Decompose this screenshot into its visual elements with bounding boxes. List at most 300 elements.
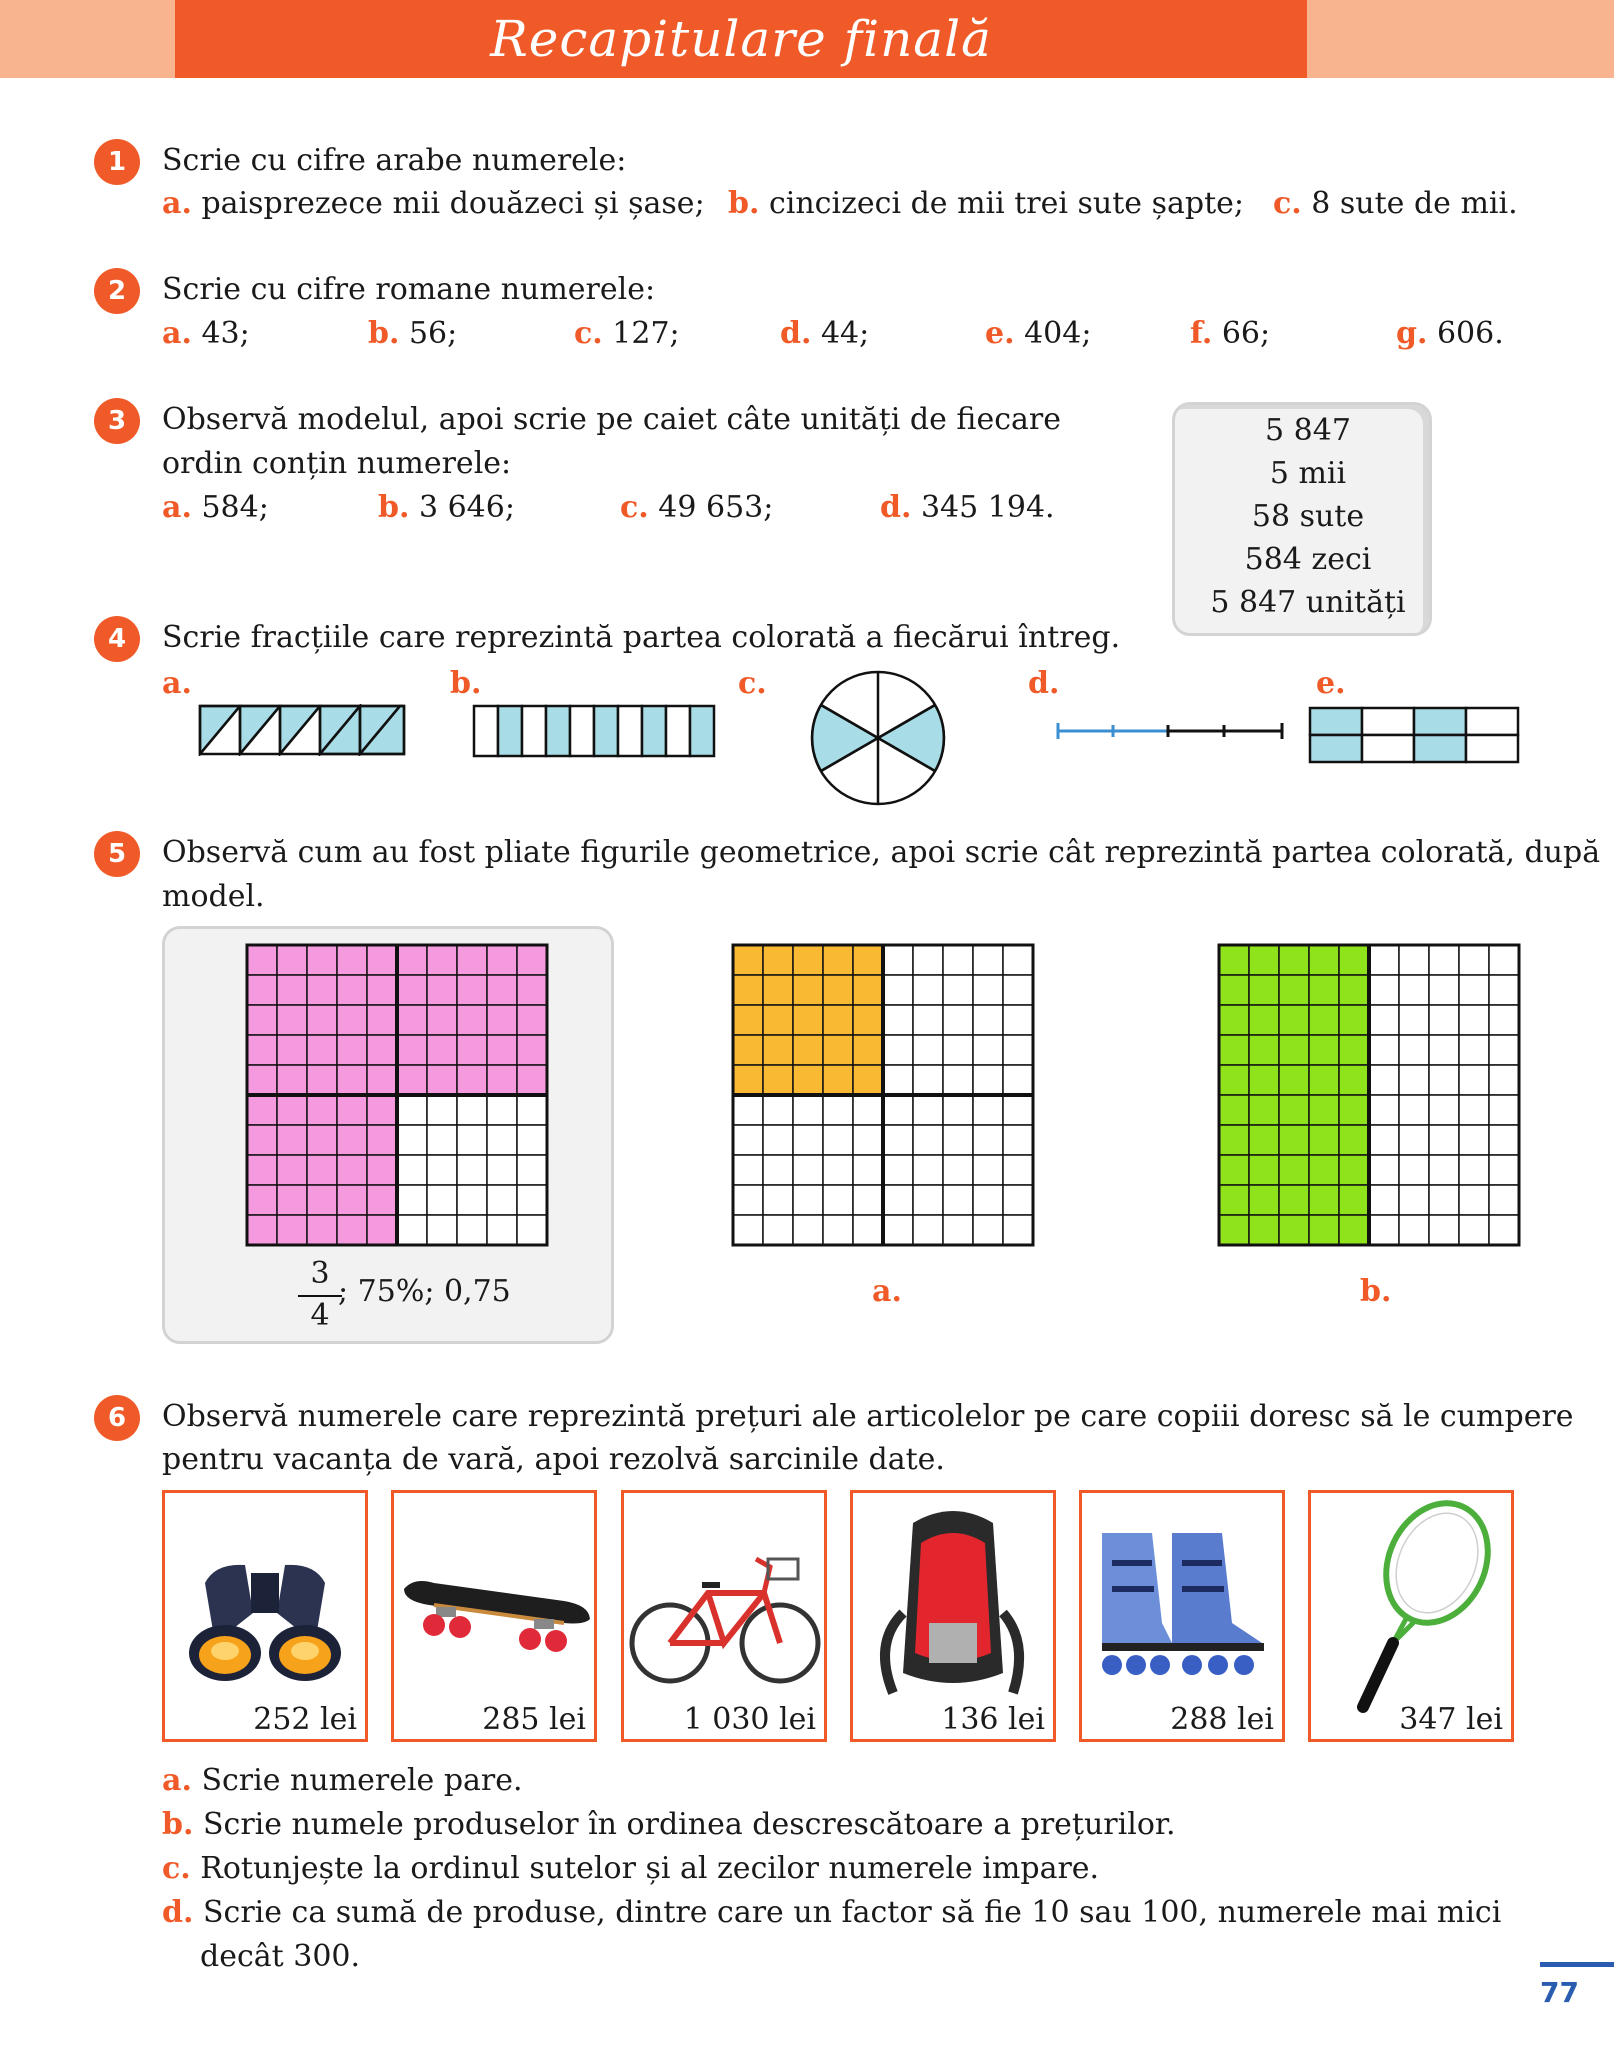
grid-cell (763, 1125, 793, 1155)
grid-model-pink (242, 940, 552, 1250)
grid-cell (487, 1005, 517, 1035)
exercise-6-task-d-line2: decât 300. (200, 1939, 361, 1974)
grid-cell (1279, 1125, 1309, 1155)
grid-cell (307, 975, 337, 1005)
exercise-5-label-a: a. (872, 1274, 902, 1309)
exercise-6-task-c: c. Rotunjește la ordinul sutelor și al zecilor numerele impare. (162, 1851, 1100, 1886)
grid-cell (1249, 1185, 1279, 1215)
grid-cell (733, 945, 763, 975)
exercise-2-badge: 2 (94, 268, 140, 314)
grid-cell (913, 1155, 943, 1185)
grid-cell (1429, 1065, 1459, 1095)
grid-cell (247, 1065, 277, 1095)
exercise-2-item-b: b. 56; (368, 316, 458, 351)
grid-cell (1309, 945, 1339, 975)
grid-cell (733, 1155, 763, 1185)
product-card-skateboard (391, 1490, 597, 1742)
grid-cell (1459, 1095, 1489, 1125)
grid-cell (457, 945, 487, 975)
grid-cell (883, 945, 913, 975)
grid-cell (337, 1125, 367, 1155)
grid-cell (1249, 1155, 1279, 1185)
exercise-3-item-d: d. 345 194. (880, 490, 1055, 525)
exercise-5-instruction-line1: Observă cum au fost pliate figurile geometrice, apoi scrie cât reprezintă partea colorată, după (162, 835, 1601, 870)
grid-cell (1003, 1155, 1033, 1185)
grid-cell (1339, 1185, 1369, 1215)
grid-cell (943, 1065, 973, 1095)
exercise-5-badge: 5 (94, 831, 140, 877)
grid-cell (397, 1005, 427, 1035)
grid-cell (763, 1065, 793, 1095)
grid-cell (487, 1185, 517, 1215)
grid-cell (763, 1215, 793, 1245)
grid-cell (1429, 1215, 1459, 1245)
exercise-3-badge: 3 (94, 398, 140, 444)
product-price-tennis-racket: 347 lei (1399, 1702, 1503, 1737)
product-price-backpack: 136 lei (941, 1702, 1045, 1737)
grid-cell (397, 945, 427, 975)
exercise-4-label-a: a. (162, 666, 192, 701)
grid-cell (733, 975, 763, 1005)
exercise-2-item-e: e. 404; (985, 316, 1092, 351)
grid-cell (367, 1155, 397, 1185)
grid-cell (1369, 1155, 1399, 1185)
grid-cell (277, 1095, 307, 1125)
grid-cell (1279, 1185, 1309, 1215)
grid-cell (763, 975, 793, 1005)
page-number: 77 (1540, 1976, 1579, 2009)
grid-cell (793, 1185, 823, 1215)
grid-cell (1219, 1095, 1249, 1125)
grid-cell (943, 1005, 973, 1035)
grid-cell (883, 1155, 913, 1185)
grid-cell (823, 1125, 853, 1155)
exercise-4-label-b: b. (450, 666, 482, 701)
grid-cell (337, 945, 367, 975)
grid-cell (397, 1215, 427, 1245)
grid-cell (1309, 975, 1339, 1005)
exercise-2-item-d: d. 44; (780, 316, 870, 351)
grid-cell (1459, 1005, 1489, 1035)
grid-cell (973, 1005, 1003, 1035)
grid-cell (1219, 1155, 1249, 1185)
grid-cell (277, 1185, 307, 1215)
grid-cell (853, 1215, 883, 1245)
grid-cell (913, 975, 943, 1005)
grid-cell (517, 1035, 547, 1065)
grid-cell (1003, 1185, 1033, 1215)
grid-cell (913, 1215, 943, 1245)
grid-cell (793, 1005, 823, 1035)
product-price-rollerblades: 288 lei (1170, 1702, 1274, 1737)
grid-cell (1249, 1125, 1279, 1155)
grid-cell (973, 945, 1003, 975)
grid-cell (913, 945, 943, 975)
grid-cell (427, 1005, 457, 1035)
grid-cell (1489, 1215, 1519, 1245)
grid-cell (1459, 1185, 1489, 1215)
grid-cell (1003, 1215, 1033, 1245)
grid-cell (853, 1035, 883, 1065)
grid-cell (1399, 1185, 1429, 1215)
grid-b-green (1214, 940, 1524, 1250)
grid-cell (277, 945, 307, 975)
grid-cell (943, 1125, 973, 1155)
grid-cell (277, 1035, 307, 1065)
grid-cell (1489, 1005, 1519, 1035)
grid-cell (793, 945, 823, 975)
grid-cell (823, 1185, 853, 1215)
grid-cell (487, 1125, 517, 1155)
exercise-3-instruction-line2: ordin conțin numerele: (162, 446, 512, 481)
grid-cell (1459, 1215, 1489, 1245)
grid-cell (457, 1185, 487, 1215)
exercise-1-instruction: Scrie cu cifre arabe numerele: (162, 143, 627, 178)
grid-cell (1003, 1125, 1033, 1155)
grid-cell (853, 1185, 883, 1215)
grid-cell (277, 1215, 307, 1245)
model-line-4: 584 zeci (1244, 542, 1372, 577)
grid-cell (367, 1095, 397, 1125)
grid-cell (307, 1185, 337, 1215)
grid-cell (1489, 975, 1519, 1005)
grid-cell (1429, 1035, 1459, 1065)
grid-cell (1309, 1095, 1339, 1125)
grid-cell (457, 1095, 487, 1125)
grid-cell (1279, 1065, 1309, 1095)
grid-cell (307, 1005, 337, 1035)
grid-cell (1279, 1035, 1309, 1065)
grid-cell (277, 1125, 307, 1155)
grid-cell (823, 1035, 853, 1065)
grid-cell (337, 1155, 367, 1185)
exercise-4-label-c: c. (738, 666, 767, 701)
grid-cell (1279, 1095, 1309, 1125)
grid-cell (883, 1215, 913, 1245)
fraction-grid-e (1308, 706, 1522, 766)
grid-cell (427, 975, 457, 1005)
grid-cell (1003, 1035, 1033, 1065)
grid-cell (1489, 1125, 1519, 1155)
grid-cell (457, 1065, 487, 1095)
grid-cell (1249, 975, 1279, 1005)
grid-cell (1249, 1065, 1279, 1095)
model-line-5: 5 847 unități (1210, 585, 1406, 620)
exercise-2-item-f: f. 66; (1190, 316, 1271, 351)
grid-cell (913, 1185, 943, 1215)
grid-cell (397, 1155, 427, 1185)
grid-cell (1309, 1065, 1339, 1095)
grid-cell (487, 975, 517, 1005)
grid-cell (277, 1155, 307, 1185)
grid-cell (1429, 1155, 1459, 1185)
exercise-3-model-box (1172, 402, 1432, 636)
grid-cell (763, 945, 793, 975)
grid-cell (1369, 1035, 1399, 1065)
grid-cell (307, 1065, 337, 1095)
grid-cell (823, 1065, 853, 1095)
product-price-bicycle: 1 030 lei (683, 1702, 816, 1737)
grid-cell (883, 1125, 913, 1155)
grid-cell (853, 975, 883, 1005)
grid-cell (1429, 945, 1459, 975)
grid-cell (913, 1095, 943, 1125)
exercise-6-task-d: d. Scrie ca sumă de produse, dintre care un factor să fie 10 sau 100, numerele mai mici (162, 1895, 1502, 1930)
grid-cell (1279, 945, 1309, 975)
grid-cell (823, 945, 853, 975)
exercise-3-item-c: c. 49 653; (620, 490, 774, 525)
grid-cell (307, 1035, 337, 1065)
grid-cell (793, 975, 823, 1005)
grid-cell (367, 1185, 397, 1215)
exercise-2-instruction: Scrie cu cifre romane numerele: (162, 272, 656, 307)
exercise-3-instruction-line1: Observă modelul, apoi scrie pe caiet câte unități de fiecare (162, 402, 1061, 437)
grid-cell (457, 1215, 487, 1245)
grid-cell (883, 1005, 913, 1035)
grid-cell (793, 1035, 823, 1065)
grid-cell (1399, 975, 1429, 1005)
grid-cell (517, 1065, 547, 1095)
grid-cell (883, 1065, 913, 1095)
grid-cell (973, 975, 1003, 1005)
grid-cell (1399, 1095, 1429, 1125)
grid-cell (307, 1095, 337, 1125)
grid-cell (853, 1005, 883, 1035)
page-title: Recapitulare finală (490, 10, 992, 68)
model-fraction-bar (298, 1295, 342, 1297)
grid-cell (1339, 1215, 1369, 1245)
exercise-6-instruction-line1: Observă numerele care reprezintă prețuri ale articolelor pe care copiii doresc să le cumpere (162, 1399, 1574, 1434)
grid-cell (1369, 945, 1399, 975)
grid-cell (517, 1095, 547, 1125)
grid-cell (427, 1155, 457, 1185)
grid-cell (943, 1035, 973, 1065)
grid-cell (913, 1125, 943, 1155)
grid-cell (973, 1155, 1003, 1185)
grid-cell (457, 975, 487, 1005)
exercise-6-task-a: a. Scrie numerele pare. (162, 1763, 523, 1798)
grid-cell (823, 975, 853, 1005)
product-card-rollerblades (1079, 1490, 1285, 1742)
exercise-5-label-b: b. (1360, 1274, 1392, 1309)
grid-cell (733, 1215, 763, 1245)
grid-cell (1339, 1125, 1369, 1155)
grid-cell (277, 1005, 307, 1035)
exercise-4-instruction: Scrie fracțiile care reprezintă partea colorată a fiecărui întreg. (162, 620, 1121, 655)
grid-cell (1219, 975, 1249, 1005)
grid-cell (1489, 1185, 1519, 1215)
grid-cell (1489, 1155, 1519, 1185)
grid-cell (367, 1005, 397, 1035)
grid-cell (337, 1035, 367, 1065)
fraction-strip-bars-b (472, 704, 716, 760)
grid-cell (247, 1215, 277, 1245)
grid-cell (1219, 1035, 1249, 1065)
exercise-1-item-a: a. paisprezece mii douăzeci și șase; (162, 186, 705, 221)
product-card-binoculars (162, 1490, 368, 1742)
grid-cell (307, 1155, 337, 1185)
grid-cell (517, 1185, 547, 1215)
grid-cell (1399, 1125, 1429, 1155)
grid-cell (1279, 975, 1309, 1005)
grid-cell (733, 1005, 763, 1035)
grid-cell (517, 945, 547, 975)
grid-cell (943, 1185, 973, 1215)
grid-cell (1003, 945, 1033, 975)
grid-cell (1339, 1035, 1369, 1065)
grid-cell (367, 1215, 397, 1245)
grid-cell (823, 1155, 853, 1185)
grid-cell (457, 1035, 487, 1065)
grid-cell (733, 1125, 763, 1155)
grid-cell (1459, 975, 1489, 1005)
grid-cell (1369, 1215, 1399, 1245)
grid-cell (367, 1065, 397, 1095)
grid-cell (1369, 975, 1399, 1005)
grid-cell (367, 1125, 397, 1155)
grid-cell (1459, 945, 1489, 975)
grid-cell (973, 1125, 1003, 1155)
product-price-binoculars: 252 lei (253, 1702, 357, 1737)
grid-cell (337, 1095, 367, 1125)
grid-cell (427, 1215, 457, 1245)
grid-cell (853, 1095, 883, 1125)
grid-cell (1339, 945, 1369, 975)
grid-cell (1249, 1035, 1279, 1065)
header-banner (175, 0, 1307, 78)
grid-cell (913, 1035, 943, 1065)
grid-cell (763, 1185, 793, 1215)
grid-cell (517, 1155, 547, 1185)
grid-cell (883, 1185, 913, 1215)
grid-cell (1339, 1005, 1369, 1035)
grid-cell (1249, 1005, 1279, 1035)
grid-cell (517, 1215, 547, 1245)
exercise-2-item-a: a. 43; (162, 316, 250, 351)
grid-cell (943, 1095, 973, 1125)
model-fraction-numerator: 3 (310, 1256, 330, 1291)
grid-cell (457, 1005, 487, 1035)
grid-cell (793, 1095, 823, 1125)
product-card-bicycle (621, 1490, 827, 1742)
exercise-2-item-g: g. 606. (1396, 316, 1504, 351)
grid-cell (1399, 1155, 1429, 1185)
grid-cell (517, 1125, 547, 1155)
grid-cell (1399, 1065, 1429, 1095)
grid-cell (307, 945, 337, 975)
grid-cell (1399, 945, 1429, 975)
grid-cell (973, 1215, 1003, 1245)
grid-cell (1369, 1185, 1399, 1215)
grid-cell (1219, 945, 1249, 975)
grid-cell (883, 975, 913, 1005)
grid-cell (853, 1065, 883, 1095)
grid-cell (913, 1065, 943, 1095)
model-fraction-rest: ; 75%; 0,75 (338, 1274, 511, 1309)
grid-cell (427, 1035, 457, 1065)
grid-cell (427, 1095, 457, 1125)
grid-cell (1339, 1095, 1369, 1125)
grid-cell (973, 1185, 1003, 1215)
grid-a-orange (728, 940, 1038, 1250)
model-fraction-denominator: 4 (310, 1298, 330, 1333)
grid-cell (1249, 1215, 1279, 1245)
exercise-6-instruction-line2: pentru vacanța de vară, apoi rezolvă sarcinile date. (162, 1442, 945, 1477)
grid-cell (487, 1095, 517, 1125)
grid-cell (1219, 1065, 1249, 1095)
grid-cell (1279, 1005, 1309, 1035)
grid-cell (1279, 1155, 1309, 1185)
model-line-3: 58 sute (1251, 499, 1365, 534)
grid-cell (1489, 1035, 1519, 1065)
grid-cell (793, 1125, 823, 1155)
grid-cell (247, 1035, 277, 1065)
grid-cell (1459, 1065, 1489, 1095)
grid-cell (733, 1065, 763, 1095)
grid-cell (487, 1035, 517, 1065)
grid-cell (853, 945, 883, 975)
grid-cell (1339, 1155, 1369, 1185)
grid-cell (337, 1065, 367, 1095)
grid-cell (823, 1005, 853, 1035)
fraction-segment-d (1054, 716, 1286, 746)
grid-cell (247, 1125, 277, 1155)
exercise-4-label-d: d. (1028, 666, 1060, 701)
grid-cell (1219, 1005, 1249, 1035)
grid-cell (1339, 975, 1369, 1005)
grid-cell (943, 1155, 973, 1185)
grid-cell (427, 1065, 457, 1095)
grid-cell (733, 1185, 763, 1215)
grid-cell (247, 1005, 277, 1035)
grid-cell (1429, 1185, 1459, 1215)
grid-cell (853, 1125, 883, 1155)
grid-cell (1309, 1155, 1339, 1185)
grid-cell (883, 1095, 913, 1125)
grid-cell (367, 1035, 397, 1065)
grid-cell (1003, 1095, 1033, 1125)
grid-cell (943, 975, 973, 1005)
grid-cell (1399, 1035, 1429, 1065)
grid-cell (397, 1185, 427, 1215)
grid-cell (1003, 1005, 1033, 1035)
grid-cell (883, 1035, 913, 1065)
fraction-circle-c (808, 668, 948, 808)
grid-cell (367, 945, 397, 975)
grid-cell (247, 1155, 277, 1185)
grid-cell (1429, 1005, 1459, 1035)
grid-cell (1489, 1065, 1519, 1095)
exercise-1-badge: 1 (94, 139, 140, 185)
grid-cell (1489, 945, 1519, 975)
grid-cell (277, 975, 307, 1005)
grid-cell (307, 1125, 337, 1155)
grid-cell (943, 945, 973, 975)
grid-cell (1429, 1095, 1459, 1125)
grid-cell (247, 975, 277, 1005)
grid-cell (427, 1125, 457, 1155)
grid-cell (1309, 1215, 1339, 1245)
grid-cell (1429, 1125, 1459, 1155)
grid-cell (427, 945, 457, 975)
grid-cell (1309, 1035, 1339, 1065)
grid-cell (247, 1185, 277, 1215)
grid-cell (457, 1155, 487, 1185)
grid-cell (1219, 1125, 1249, 1155)
grid-cell (1219, 1215, 1249, 1245)
grid-cell (733, 1035, 763, 1065)
grid-cell (1459, 1125, 1489, 1155)
